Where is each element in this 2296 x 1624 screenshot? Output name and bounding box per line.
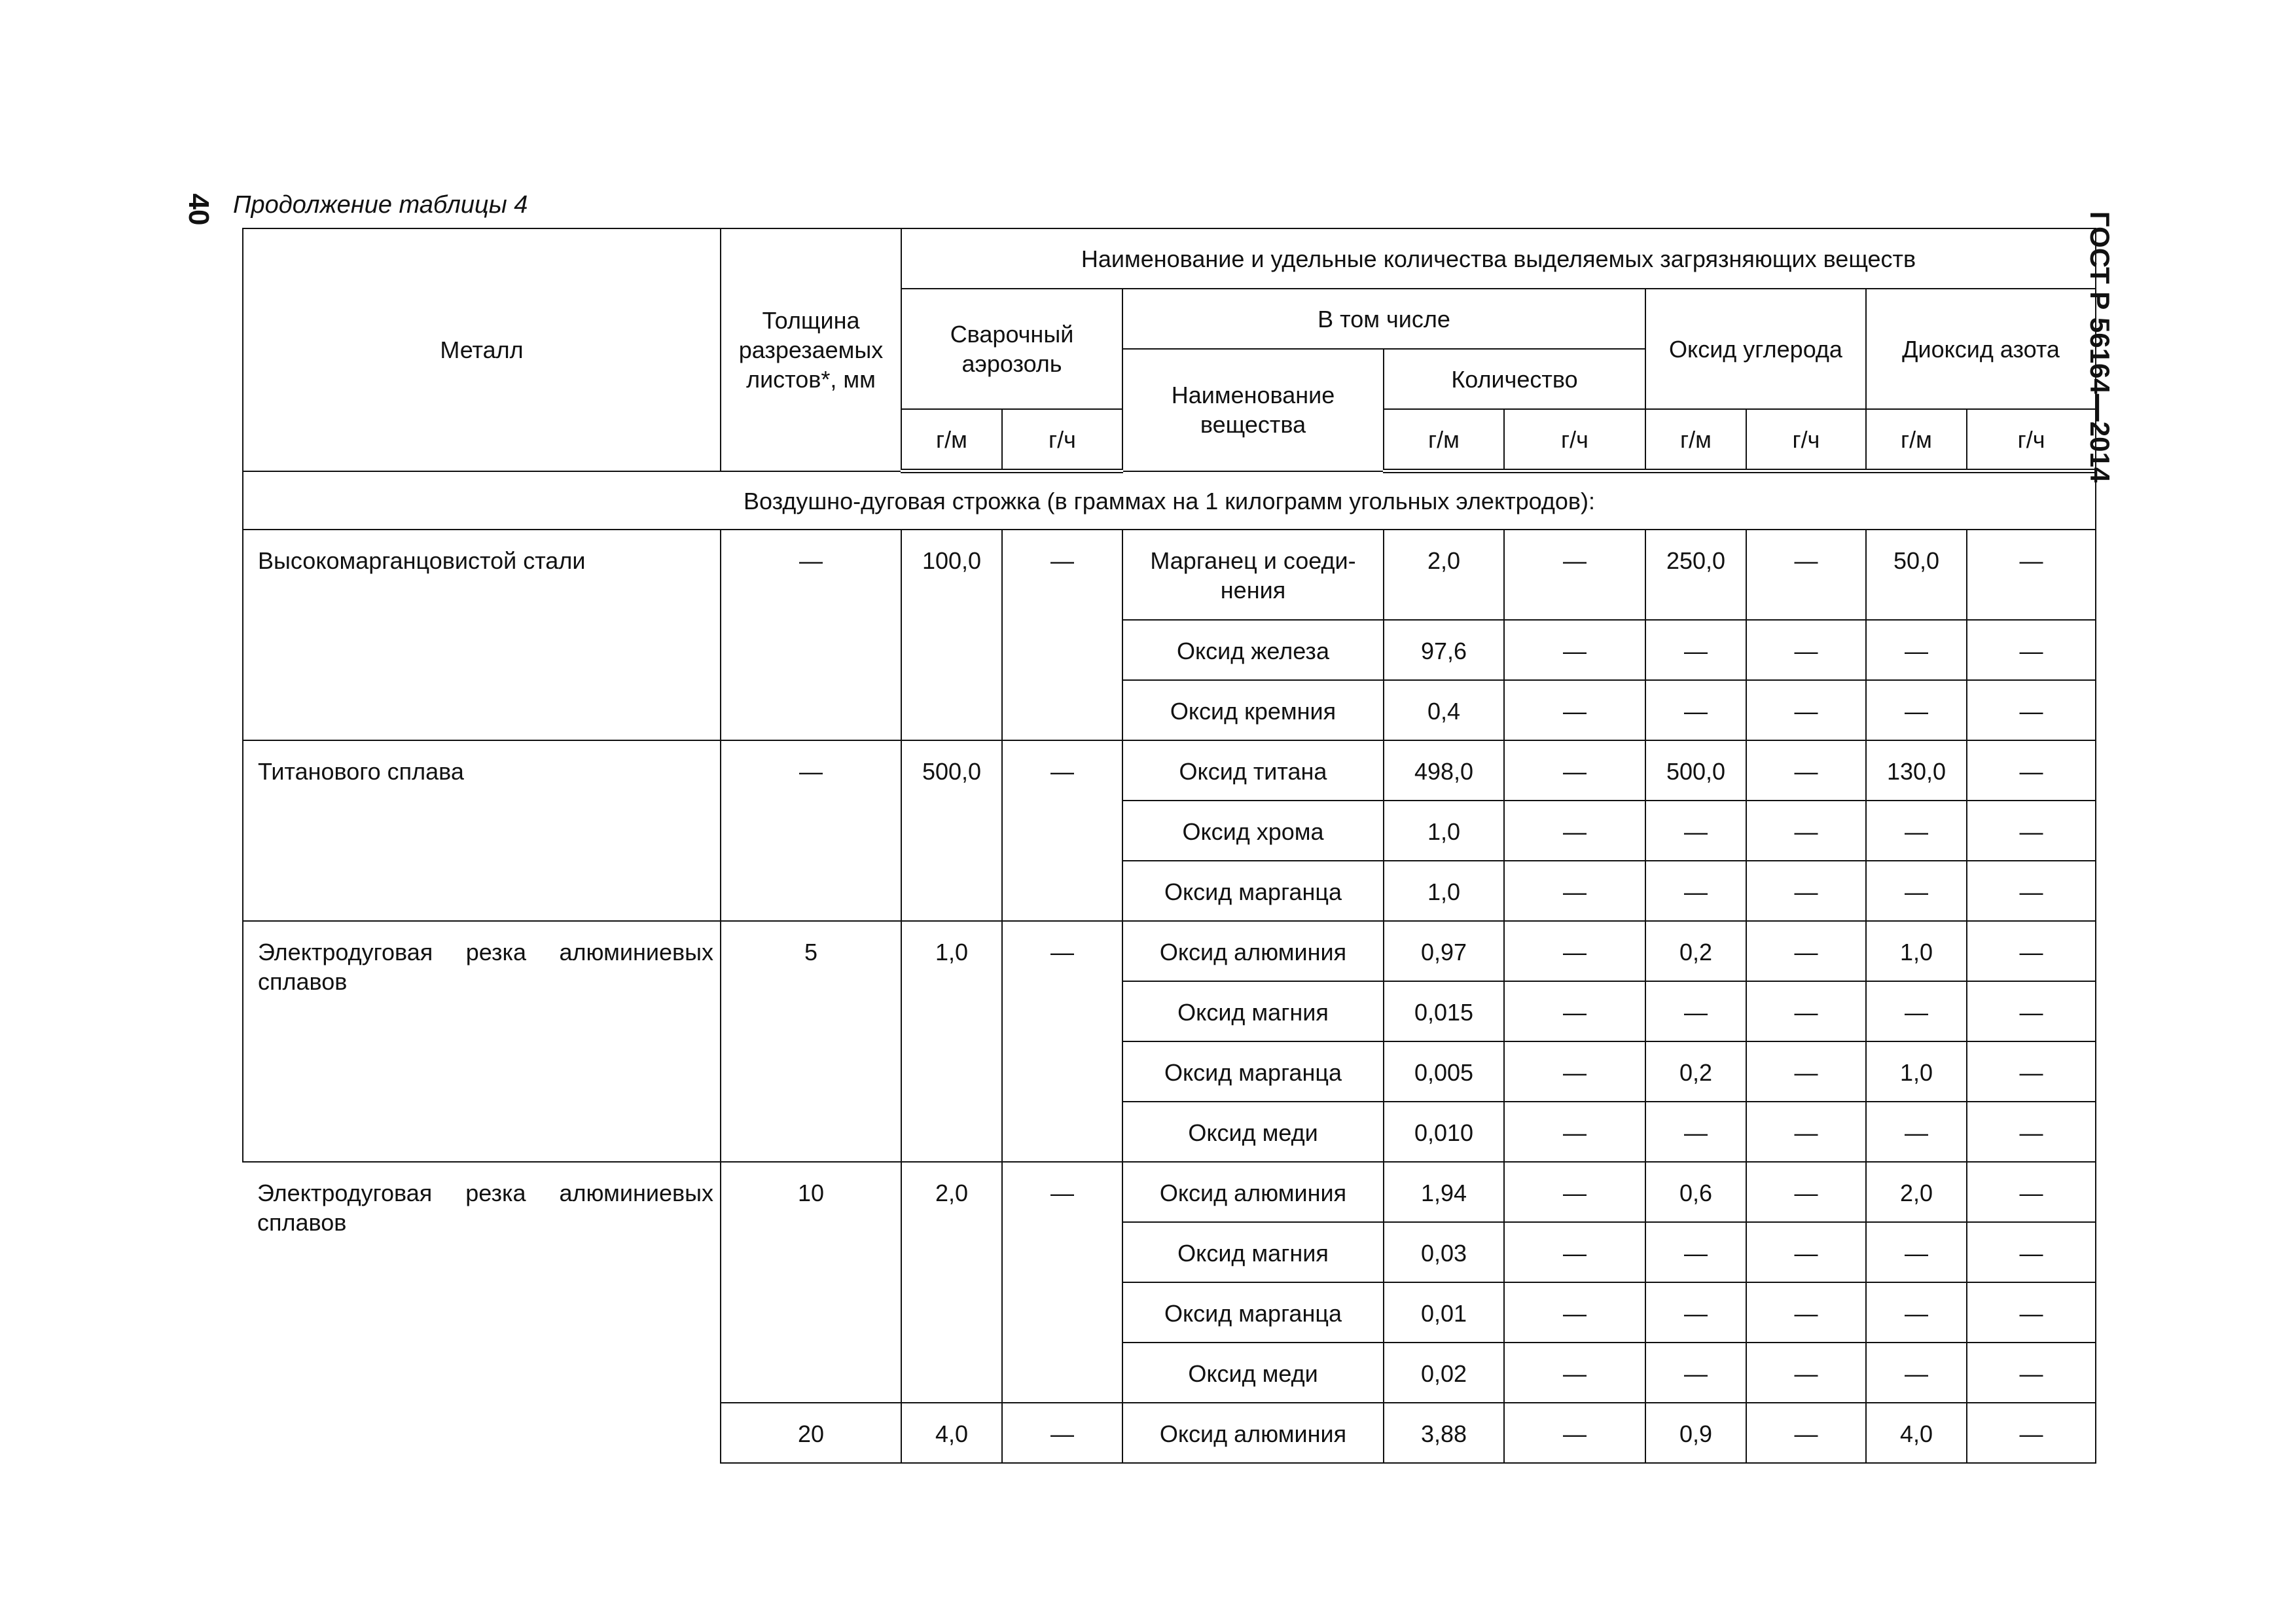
aerosol-gh-cell: — [1002, 530, 1122, 740]
co-gh-cell: — [1746, 1162, 1866, 1222]
co-gm-cell: — [1645, 620, 1746, 680]
aerosol-gh-cell: — [1002, 921, 1122, 1162]
quantity-gh-cell: — [1504, 1222, 1645, 1282]
no2-gm-cell: — [1866, 1282, 1967, 1343]
no2-gm-cell: — [1866, 1102, 1967, 1162]
aerosol-gh-cell: — [1002, 740, 1122, 921]
no2-gm-cell: — [1866, 1222, 1967, 1282]
no2-gh-cell: — [1967, 981, 2096, 1041]
substance-cell: Оксид кремния [1122, 680, 1384, 740]
co-gh-cell: — [1746, 981, 1866, 1041]
quantity-gm-cell: 498,0 [1384, 740, 1504, 801]
quantity-gh-cell: — [1504, 680, 1645, 740]
co-gh-cell: — [1746, 620, 1866, 680]
aerosol-gm-cell: 1,0 [901, 921, 1002, 1162]
header-co: Оксид углерода [1645, 289, 1866, 409]
header-aerosol-gm: г/м [901, 409, 1002, 471]
co-gh-cell: — [1746, 1222, 1866, 1282]
no2-gm-cell: 50,0 [1866, 530, 1967, 620]
quantity-gm-cell: 0,005 [1384, 1041, 1504, 1102]
co-gm-cell: 0,9 [1645, 1403, 1746, 1463]
substance-cell: Марганец и соеди-нения [1122, 530, 1384, 620]
no2-gm-cell: — [1866, 1343, 1967, 1403]
substance-cell: Оксид алюминия [1122, 1403, 1384, 1463]
co-gh-cell: — [1746, 921, 1866, 981]
co-gm-cell: — [1645, 981, 1746, 1041]
co-gh-cell: — [1746, 680, 1866, 740]
quantity-gm-cell: 0,01 [1384, 1282, 1504, 1343]
pollutants-table [242, 228, 2096, 1464]
quantity-gh-cell: — [1504, 1162, 1645, 1222]
header-thickness: Толщина разрезаемых листов*, мм [721, 228, 901, 471]
header-including: В том числе [1122, 289, 1645, 349]
aerosol-gm-cell: 2,0 [901, 1162, 1002, 1403]
substance-cell: Оксид марганца [1122, 1041, 1384, 1102]
substance-cell: Оксид титана [1122, 740, 1384, 801]
table-header [243, 228, 2096, 471]
co-gm-cell: 500,0 [1645, 740, 1746, 801]
no2-gm-cell: — [1866, 861, 1967, 921]
quantity-gm-cell: 2,0 [1384, 530, 1504, 620]
substance-cell: Оксид марганца [1122, 1282, 1384, 1343]
header-quantity-gm: г/м [1384, 409, 1504, 471]
metal-cell: Титанового сплава [243, 740, 721, 921]
header-metal: Металл [243, 228, 721, 471]
no2-gh-cell: — [1967, 1102, 2096, 1162]
co-gm-cell: — [1645, 861, 1746, 921]
header-co-gh: г/ч [1746, 409, 1866, 471]
metal-cell: Электродуговая резка алюминиевых сплавов [243, 921, 721, 1162]
substance-cell: Оксид магния [1122, 1222, 1384, 1282]
header-quantity: Количество [1384, 349, 1645, 409]
quantity-gh-cell: — [1504, 620, 1645, 680]
table-row [243, 530, 2096, 620]
page-number: 40 [183, 193, 215, 226]
co-gh-cell: — [1746, 1102, 1866, 1162]
quantity-gm-cell: 0,03 [1384, 1222, 1504, 1282]
section-row [243, 471, 2096, 530]
aerosol-gh-cell: — [1002, 1403, 1122, 1463]
no2-gh-cell: — [1967, 530, 2096, 620]
substance-cell: Оксид меди [1122, 1343, 1384, 1403]
header-substance-name: Наименование вещества [1122, 349, 1384, 471]
substance-cell: Оксид магния [1122, 981, 1384, 1041]
no2-gh-cell: — [1967, 921, 2096, 981]
no2-gh-cell: — [1967, 801, 2096, 861]
no2-gm-cell: — [1866, 981, 1967, 1041]
co-gh-cell: — [1746, 801, 1866, 861]
co-gh-cell: — [1746, 740, 1866, 801]
co-gh-cell: — [1746, 1282, 1866, 1343]
co-gm-cell: — [1645, 1343, 1746, 1403]
no2-gm-cell: — [1866, 680, 1967, 740]
no2-gh-cell: — [1967, 1041, 2096, 1102]
quantity-gm-cell: 0,02 [1384, 1343, 1504, 1403]
quantity-gh-cell: — [1504, 981, 1645, 1041]
co-gh-cell: — [1746, 861, 1866, 921]
co-gm-cell: — [1645, 680, 1746, 740]
quantity-gh-cell: — [1504, 1403, 1645, 1463]
co-gm-cell: — [1645, 1222, 1746, 1282]
quantity-gm-cell: 3,88 [1384, 1403, 1504, 1463]
thickness-cell: — [721, 740, 901, 921]
no2-gm-cell: 2,0 [1866, 1162, 1967, 1222]
header-quantity-gh: г/ч [1504, 409, 1645, 471]
no2-gh-cell: — [1967, 620, 2096, 680]
header-aerosol-gh: г/ч [1002, 409, 1122, 471]
quantity-gm-cell: 97,6 [1384, 620, 1504, 680]
metal-cell: Высокомарганцовистой стали [243, 530, 721, 740]
table-row [243, 921, 2096, 981]
co-gh-cell: — [1746, 1343, 1866, 1403]
no2-gm-cell: 1,0 [1866, 1041, 1967, 1102]
quantity-gm-cell: 0,97 [1384, 921, 1504, 981]
no2-gh-cell: — [1967, 680, 2096, 740]
quantity-gm-cell: 0,4 [1384, 680, 1504, 740]
header-no2-gh: г/ч [1967, 409, 2096, 471]
quantity-gh-cell: — [1504, 530, 1645, 620]
thickness-cell: 20 [721, 1403, 901, 1463]
table-row [243, 740, 2096, 801]
no2-gh-cell: — [1967, 1282, 2096, 1343]
quantity-gm-cell: 0,010 [1384, 1102, 1504, 1162]
co-gm-cell: — [1645, 801, 1746, 861]
no2-gm-cell: — [1866, 620, 1967, 680]
standard-code: ГОСТ Р 56164—2014 [2085, 211, 2115, 483]
aerosol-gm-cell: 500,0 [901, 740, 1002, 921]
quantity-gm-cell: 1,94 [1384, 1162, 1504, 1222]
table-continuation-label: Продолжение таблицы 4 [233, 191, 528, 219]
header-aerosol: Сварочный аэрозоль [901, 289, 1122, 409]
co-gh-cell: — [1746, 530, 1866, 620]
no2-gh-cell: — [1967, 1403, 2096, 1463]
co-gm-cell: — [1645, 1102, 1746, 1162]
quantity-gh-cell: — [1504, 1102, 1645, 1162]
co-gm-cell: — [1645, 1282, 1746, 1343]
thickness-cell: 10 [721, 1162, 901, 1403]
quantity-gh-cell: — [1504, 1282, 1645, 1343]
co-gh-cell: — [1746, 1041, 1866, 1102]
substance-cell: Оксид марганца [1122, 861, 1384, 921]
co-gm-cell: 0,2 [1645, 1041, 1746, 1102]
aerosol-gm-cell: 100,0 [901, 530, 1002, 740]
substance-cell: Оксид алюминия [1122, 921, 1384, 981]
no2-gm-cell: 130,0 [1866, 740, 1967, 801]
no2-gh-cell: — [1967, 740, 2096, 801]
metal-cell: Электродуговая резка алюминиевых сплавов [243, 1162, 721, 1463]
header-pollutants: Наименование и удельные количества выделяемых загрязняющих веществ [901, 228, 2096, 289]
no2-gh-cell: — [1967, 861, 2096, 921]
no2-gh-cell: — [1967, 1162, 2096, 1222]
substance-cell: Оксид меди [1122, 1102, 1384, 1162]
quantity-gm-cell: 1,0 [1384, 861, 1504, 921]
header-no2-gm: г/м [1866, 409, 1967, 471]
aerosol-gh-cell: — [1002, 1162, 1122, 1403]
substance-cell: Оксид хрома [1122, 801, 1384, 861]
header-no2: Диоксид азота [1866, 289, 2096, 409]
thickness-cell: — [721, 530, 901, 740]
header-co-gm: г/м [1645, 409, 1746, 471]
co-gm-cell: 0,2 [1645, 921, 1746, 981]
quantity-gh-cell: — [1504, 1041, 1645, 1102]
substance-cell: Оксид алюминия [1122, 1162, 1384, 1222]
no2-gm-cell: — [1866, 801, 1967, 861]
no2-gm-cell: 1,0 [1866, 921, 1967, 981]
no2-gm-cell: 4,0 [1866, 1403, 1967, 1463]
quantity-gh-cell: — [1504, 861, 1645, 921]
quantity-gh-cell: — [1504, 801, 1645, 861]
quantity-gm-cell: 1,0 [1384, 801, 1504, 861]
thickness-cell: 5 [721, 921, 901, 1162]
co-gm-cell: 250,0 [1645, 530, 1746, 620]
no2-gh-cell: — [1967, 1222, 2096, 1282]
no2-gh-cell: — [1967, 1343, 2096, 1403]
section-title: Воздушно-дуговая строжка (в граммах на 1 килограмм угольных электродов): [243, 471, 2096, 530]
quantity-gh-cell: — [1504, 921, 1645, 981]
substance-cell: Оксид железа [1122, 620, 1384, 680]
co-gm-cell: 0,6 [1645, 1162, 1746, 1222]
quantity-gh-cell: — [1504, 740, 1645, 801]
table-row [243, 1162, 2096, 1222]
quantity-gm-cell: 0,015 [1384, 981, 1504, 1041]
quantity-gh-cell: — [1504, 1343, 1645, 1403]
co-gh-cell: — [1746, 1403, 1866, 1463]
aerosol-gm-cell: 4,0 [901, 1403, 1002, 1463]
